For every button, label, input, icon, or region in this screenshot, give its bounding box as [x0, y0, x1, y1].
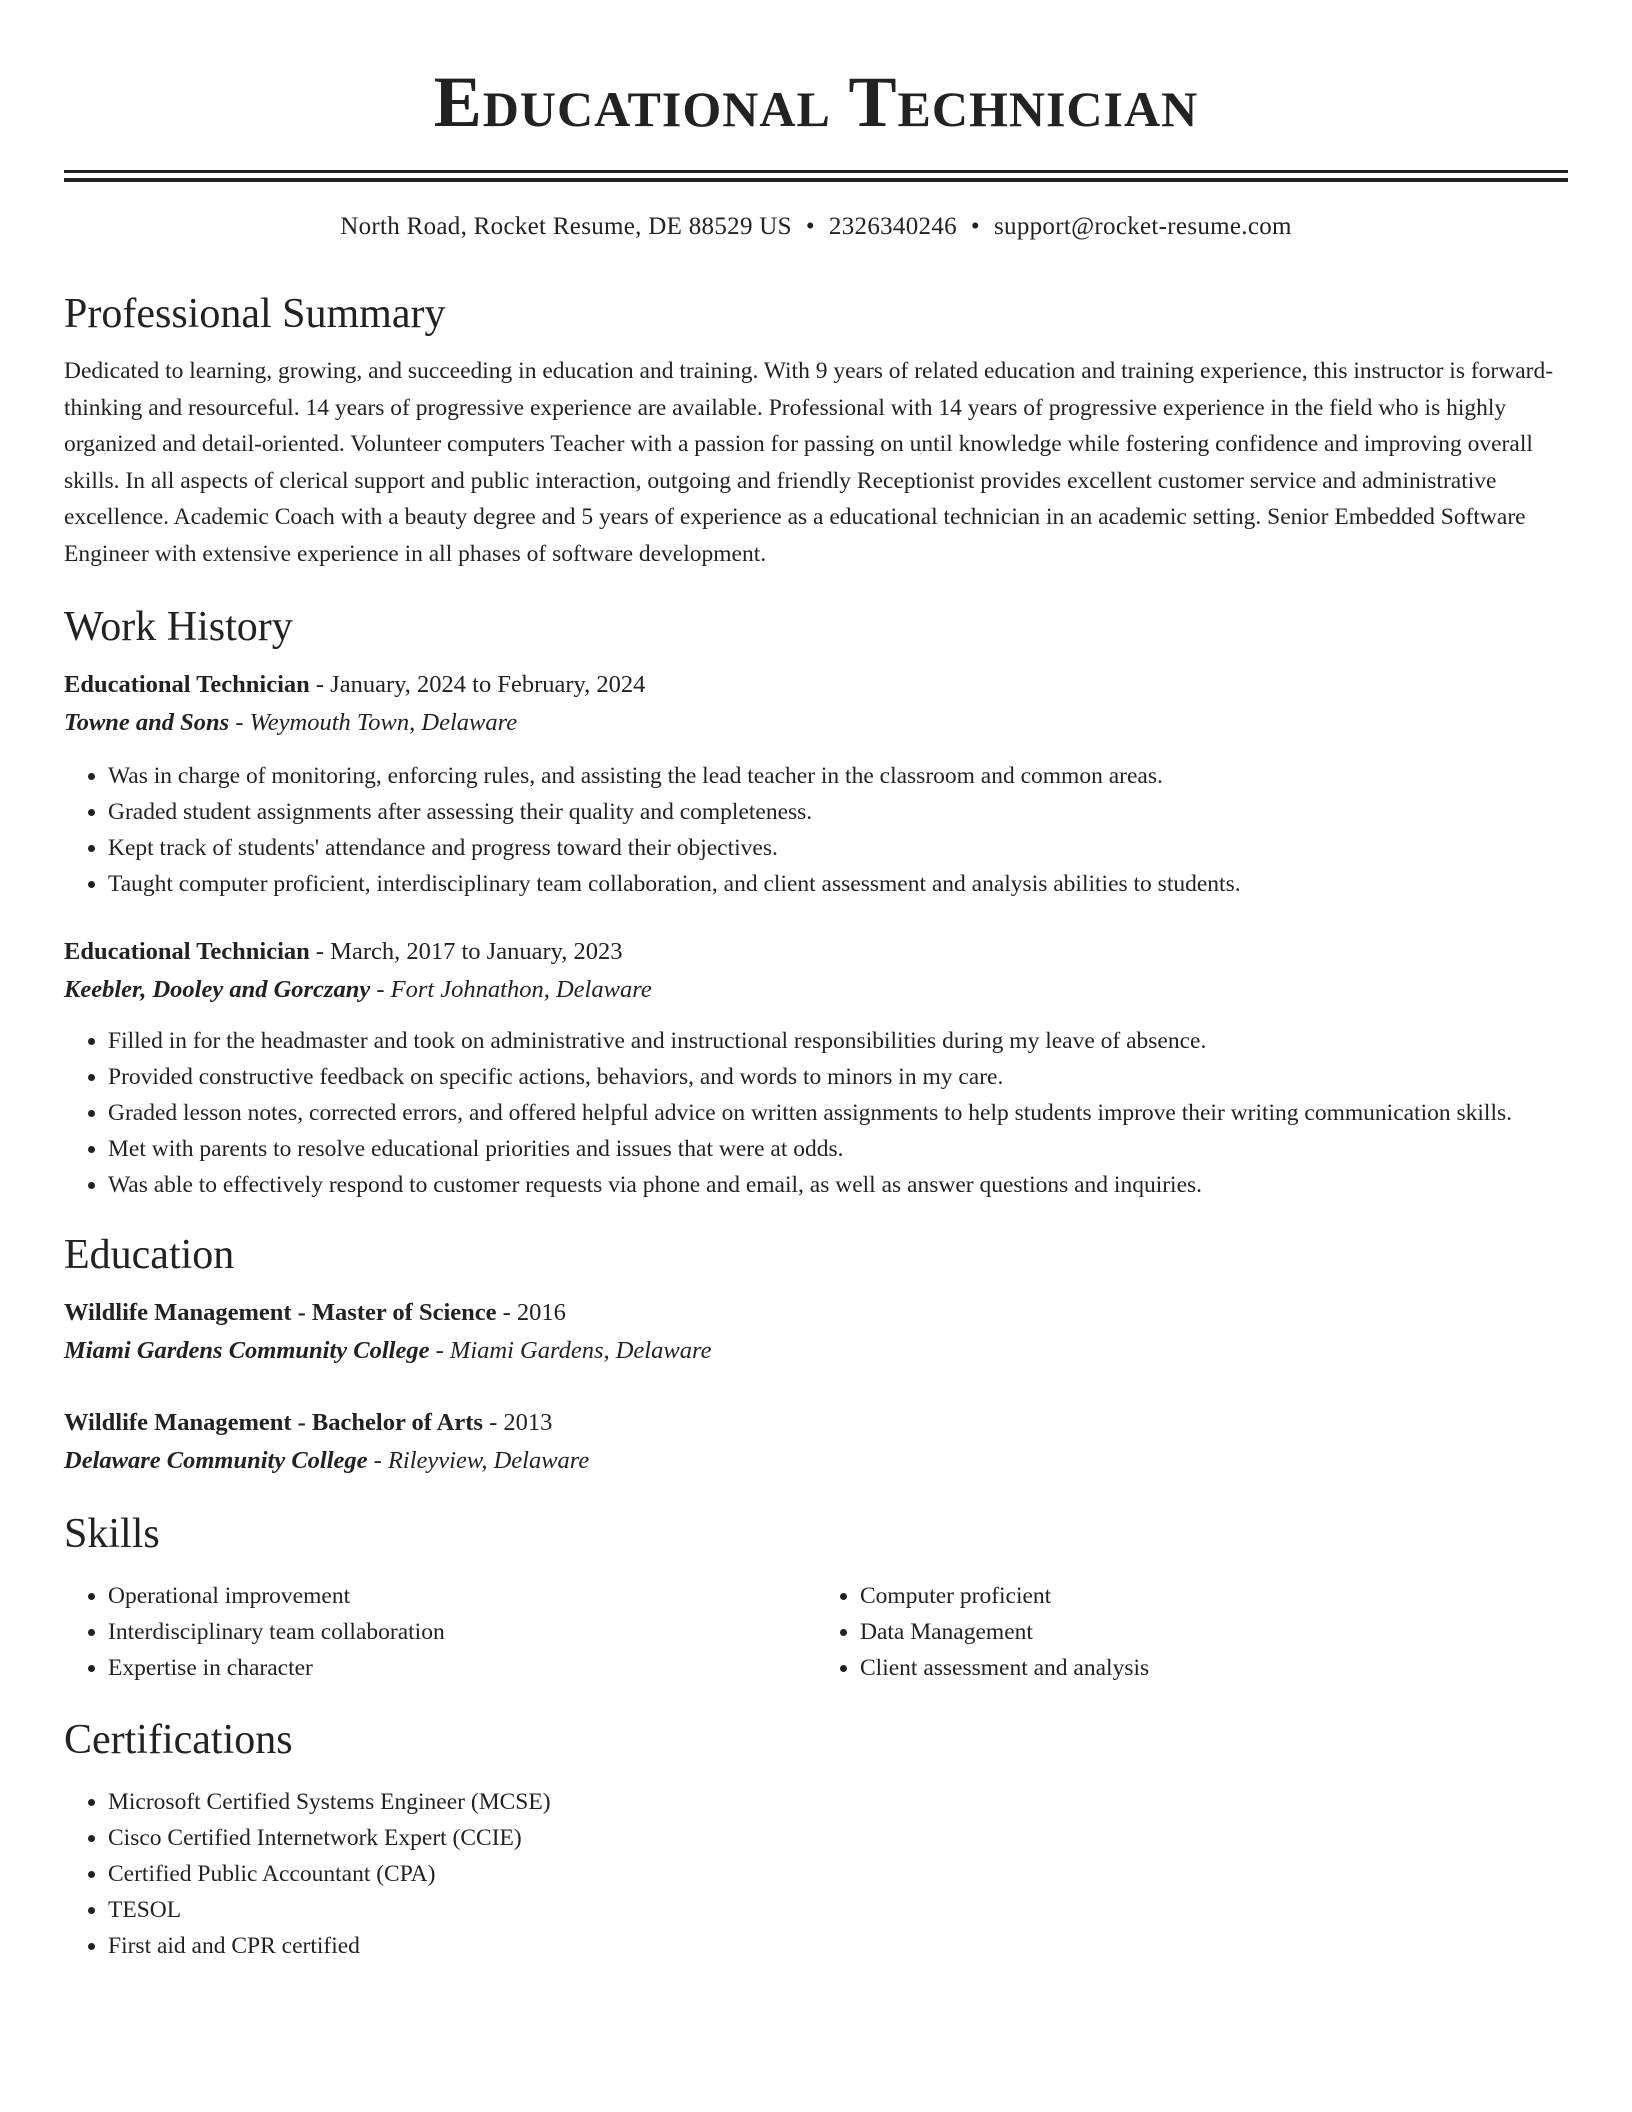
job-title: Educational Technician	[64, 670, 310, 698]
job-bullets	[64, 758, 1568, 902]
job-bullet: • Graded student assignments after assessing their quality and completeness.	[108, 794, 1568, 830]
contact-phone: 2326340246	[828, 213, 957, 240]
skill-item: • Computer proficient	[860, 1578, 1568, 1614]
job-dates: - March, 2017 to January, 2023	[309, 937, 623, 965]
job-location: - Weymouth Town, Delaware	[229, 708, 518, 736]
contact-separator: •	[970, 213, 980, 240]
skills-grid	[64, 1578, 1568, 1686]
education-year: - 2016	[496, 1298, 566, 1326]
header-double-rule	[64, 170, 1568, 182]
job-employer	[64, 704, 1568, 742]
education-school: Miami Gardens Community College	[64, 1336, 430, 1364]
job-bullets	[64, 1023, 1568, 1203]
contact-address: North Road, Rocket Resume, DE 88529 US	[340, 213, 792, 240]
summary-heading: Professional Summary	[64, 291, 446, 337]
education-location: - Miami Gardens, Delaware	[429, 1336, 712, 1364]
skill-item: • Client assessment and analysis	[860, 1650, 1568, 1686]
job-company: Keebler, Dooley and Gorczany	[64, 975, 371, 1003]
education-school-line	[64, 1332, 1568, 1370]
contact-line	[64, 210, 1568, 244]
job-bullet: • Kept track of students' attendance and progress toward their objectives.	[108, 830, 1568, 866]
work-history-section	[64, 601, 1568, 1203]
skill-item: • Data Management	[860, 1614, 1568, 1650]
education-section	[64, 1229, 1568, 1480]
job-bullet: • Graded lesson notes, corrected errors, and offered helpful advice on written assignments to help students improve their writing communication skills.	[108, 1095, 1568, 1131]
job-location: - Fort Johnathon, Delaware	[370, 975, 652, 1003]
resume-name: Educational Technician	[433, 62, 1199, 142]
job-entry	[64, 666, 1568, 902]
skill-item: • Interdisciplinary team collaboration	[108, 1614, 816, 1650]
certification-item: • First aid and CPR certified	[108, 1928, 1568, 1964]
job-bullet: • Was in charge of monitoring, enforcing rules, and assisting the lead teacher in the classroom and common areas.	[108, 758, 1568, 794]
job-bullet: • Filled in for the headmaster and took on administrative and instructional responsibilities during my leave of absence.	[108, 1023, 1568, 1059]
job-bullet: • Was able to effectively respond to customer requests via phone and email, as well as answer questions and inquiries.	[108, 1167, 1568, 1203]
job-header	[64, 933, 1568, 971]
education-entry	[64, 1294, 1568, 1370]
skills-column-right	[816, 1578, 1568, 1686]
certification-item: • Cisco Certified Internetwork Expert (CCIE)	[108, 1820, 1568, 1856]
skills-heading: Skills	[64, 1510, 160, 1557]
resume-page	[64, 0, 1568, 1964]
education-year: - 2013	[482, 1408, 553, 1436]
contact-separator: •	[805, 213, 815, 240]
job-employer	[64, 971, 1568, 1009]
contact-email: support@rocket-resume.com	[993, 213, 1292, 240]
education-header	[64, 1404, 1568, 1442]
education-header	[64, 1294, 1568, 1332]
education-degree: Wildlife Management - Bachelor of Arts	[64, 1408, 483, 1436]
certification-item: • Certified Public Accountant (CPA)	[108, 1856, 1568, 1892]
certification-item: • TESOL	[108, 1892, 1568, 1928]
education-school-line	[64, 1442, 1568, 1480]
education-heading: Education	[64, 1231, 235, 1278]
job-header	[64, 666, 1568, 704]
job-bullet: • Taught computer proficient, interdisciplinary team collaboration, and client assessment and analysis abilities to students.	[108, 866, 1568, 902]
education-location: - Rileyview, Delaware	[367, 1446, 590, 1474]
job-dates: - January, 2024 to February, 2024	[309, 670, 646, 698]
job-entry	[64, 933, 1568, 1203]
work-history-heading: Work History	[64, 603, 293, 650]
education-entry	[64, 1404, 1568, 1480]
education-school: Delaware Community College	[64, 1446, 368, 1474]
certifications-heading: Certifications	[64, 1716, 293, 1763]
skills-column-left	[64, 1578, 816, 1686]
job-title: Educational Technician	[64, 937, 310, 965]
job-bullet: • Met with parents to resolve educational priorities and issues that were at odds.	[108, 1131, 1568, 1167]
certifications-list	[64, 1784, 1568, 1964]
skill-item: • Expertise in character	[108, 1650, 816, 1686]
summary-text: Dedicated to learning, growing, and succeeding in education and training. With 9 years of related education and training experience, this instructor is forward-thinking and resourceful. 14 years of progressive experience are available. Professional with 14 years of progressive experience in the field who is highly organized and detail-oriented. Volunteer computers Teacher with a passion for passing on until knowledge while fostering confidence and improving overall skills. In all aspects of clerical support and public interaction, outgoing and friendly Receptionist provides excellent customer service and administrative excellence. Academic Coach with a beauty degree and 5 years of experience as a educational technician in an academic setting. Senior Embedded Software Engineer with extensive experience in all phases of software development.	[64, 358, 1554, 567]
job-bullet: • Provided constructive feedback on specific actions, behaviors, and words to minors in my care.	[108, 1059, 1568, 1095]
education-degree: Wildlife Management - Master of Science	[64, 1298, 497, 1326]
job-company: Towne and Sons	[64, 708, 230, 736]
certification-item: • Microsoft Certified Systems Engineer (MCSE)	[108, 1784, 1568, 1820]
summary-section	[64, 288, 1568, 573]
certifications-section	[64, 1714, 1568, 1964]
skill-item: • Operational improvement	[108, 1578, 816, 1614]
skills-section	[64, 1508, 1568, 1686]
